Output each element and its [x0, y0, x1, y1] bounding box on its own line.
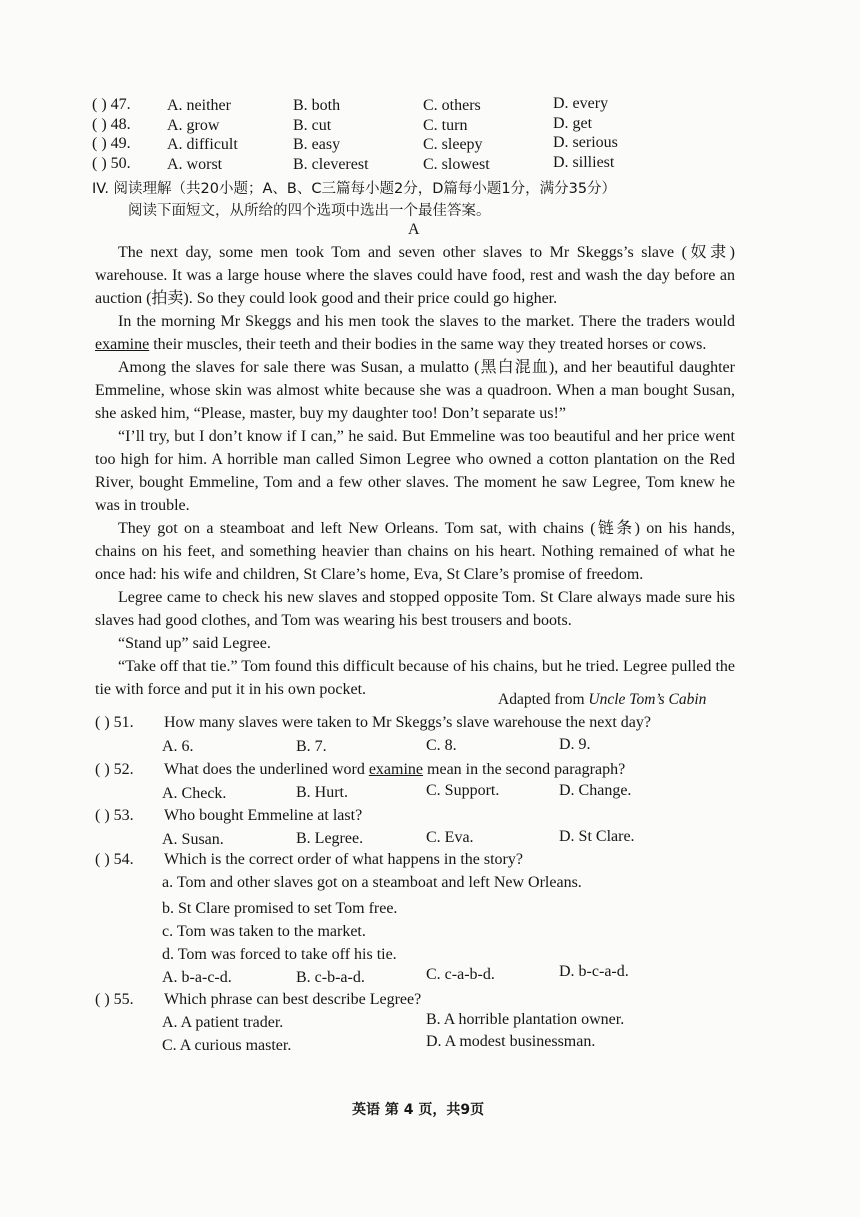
- option-b: B. both: [293, 97, 341, 114]
- option-a: A. 6.: [162, 738, 194, 755]
- option-c: C. others: [423, 97, 481, 114]
- paragraph-3: Among the slaves for sale there was Susan, a mulatto (黑白混血), and her beautiful daughter Emmeline, whose skin was almost white because she was a quadroon. When a man bought Susan, she asked him, “Please, master, buy my daughter too! Don’t separate us!”: [95, 359, 735, 422]
- option-c: C. 8.: [426, 737, 457, 754]
- option-b: B. Hurt.: [296, 784, 348, 801]
- paragraph-2: In the morning Mr Skeggs and his men took the slaves to the market. There the traders would examine their muscles, their teeth and their bodies in the same way they treated horses or cows.: [95, 313, 735, 353]
- underlined-word: examine: [95, 336, 150, 353]
- option-c: C. Support.: [426, 782, 500, 799]
- question-number: ( ) 52.: [95, 761, 134, 778]
- option-d: D. get: [553, 115, 593, 132]
- question-number: ( ) 47.: [92, 96, 131, 113]
- event-a: a. Tom and other slaves got on a steamboat and left New Orleans.: [162, 874, 582, 891]
- question-number: ( ) 50.: [92, 155, 131, 172]
- option-b: B. Legree.: [296, 830, 364, 847]
- paragraph-5: They got on a steamboat and left New Orleans. Tom sat, with chains (链条) on his hands, chains on his feet, and something heavier than chains on his heart. Nothing remained of what he once had: his wife and children, St Clare’s home, Eva, St Clare’s promise of freedom.: [95, 520, 735, 583]
- section-heading: IV. 阅读理解（共20小题；A、B、C三篇每小题2分，D篇每小题1分，满分35分）: [92, 181, 617, 197]
- option-a: A. neither: [167, 97, 231, 114]
- question-stem: Which phrase can best describe Legree?: [164, 991, 422, 1008]
- option-c: C. Eva.: [426, 829, 474, 846]
- option-a: A. grow: [167, 117, 220, 134]
- option-c: C. c-a-b-d.: [426, 966, 495, 983]
- question-number: ( ) 51.: [95, 714, 134, 731]
- question-number: ( ) 54.: [95, 851, 134, 868]
- option-a: A. A patient trader.: [162, 1014, 284, 1031]
- option-c: C. sleepy: [423, 136, 483, 153]
- question-number: ( ) 55.: [95, 991, 134, 1008]
- passage-source: Adapted from Uncle Tom’s Cabin: [498, 691, 707, 708]
- reading-passage: [95, 241, 735, 701]
- option-b: B. c-b-a-d.: [296, 969, 365, 986]
- option-a: A. b-a-c-d.: [162, 969, 232, 986]
- question-stem: Which is the correct order of what happens in the story?: [164, 851, 523, 868]
- section-instruction: 阅读下面短文，从所给的四个选项中选出一个最佳答案。: [128, 203, 491, 219]
- option-b: B. easy: [293, 136, 341, 153]
- option-c: C. slowest: [423, 156, 490, 173]
- page-footer: 英语 第 4 页，共9页: [352, 1102, 485, 1118]
- paragraph-7: “Stand up” said Legree.: [118, 635, 271, 652]
- option-d: D. serious: [553, 134, 618, 151]
- event-d: d. Tom was forced to take off his tie.: [162, 946, 397, 963]
- paragraph-8: “Take off that tie.” Tom found this difficult because of his chains, but he tried. Legree pulled the tie with force and put it in his own pocket.: [95, 658, 735, 698]
- question-stem: What does the underlined word examine mean in the second paragraph?: [164, 761, 626, 778]
- option-a: A. Susan.: [162, 831, 224, 848]
- option-a: A. worst: [167, 156, 223, 173]
- paragraph-4: “I’ll try, but I don’t know if I can,” he said. But Emmeline was too beautiful and her price went too high for him. A horrible man called Simon Legree who owned a cotton plantation on the Red River, bought Emmeline, Tom and a few other slaves. The moment he saw Legree, Tom knew he was in trouble.: [95, 428, 735, 514]
- option-b: B. 7.: [296, 738, 327, 755]
- option-d: D. A modest businessman.: [426, 1033, 596, 1050]
- option-a: A. Check.: [162, 785, 227, 802]
- event-b: b. St Clare promised to set Tom free.: [162, 900, 398, 917]
- option-d: D. every: [553, 95, 609, 112]
- option-b: B. A horrible plantation owner.: [426, 1011, 625, 1028]
- question-number: ( ) 53.: [95, 807, 134, 824]
- question-number: ( ) 48.: [92, 116, 131, 133]
- option-b: B. cleverest: [293, 156, 369, 173]
- option-d: D. St Clare.: [559, 828, 635, 845]
- question-stem: How many slaves were taken to Mr Skeggs’s slave warehouse the next day?: [164, 714, 651, 731]
- question-number: ( ) 49.: [92, 135, 131, 152]
- option-a: A. difficult: [167, 136, 238, 153]
- option-d: D. b-c-a-d.: [559, 963, 629, 980]
- question-stem: Who bought Emmeline at last?: [164, 807, 363, 824]
- option-d: D. silliest: [553, 154, 615, 171]
- option-b: B. cut: [293, 117, 332, 134]
- option-c: C. A curious master.: [162, 1037, 292, 1054]
- paragraph-1: The next day, some men took Tom and seven other slaves to Mr Skeggs’s slave (奴隶) warehouse. It was a large house where the slaves could have food, rest and wash the day before an auction (拍卖). So they could look good and their price could go higher.: [95, 244, 735, 307]
- option-d: D. Change.: [559, 782, 632, 799]
- event-c: c. Tom was taken to the market.: [162, 923, 366, 940]
- paragraph-6: Legree came to check his new slaves and stopped opposite Tom. St Clare always made sure his slaves had good clothes, and Tom was wearing his best trousers and boots.: [95, 589, 735, 629]
- passage-label: A: [408, 221, 420, 238]
- option-d: D. 9.: [559, 736, 591, 753]
- option-c: C. turn: [423, 117, 468, 134]
